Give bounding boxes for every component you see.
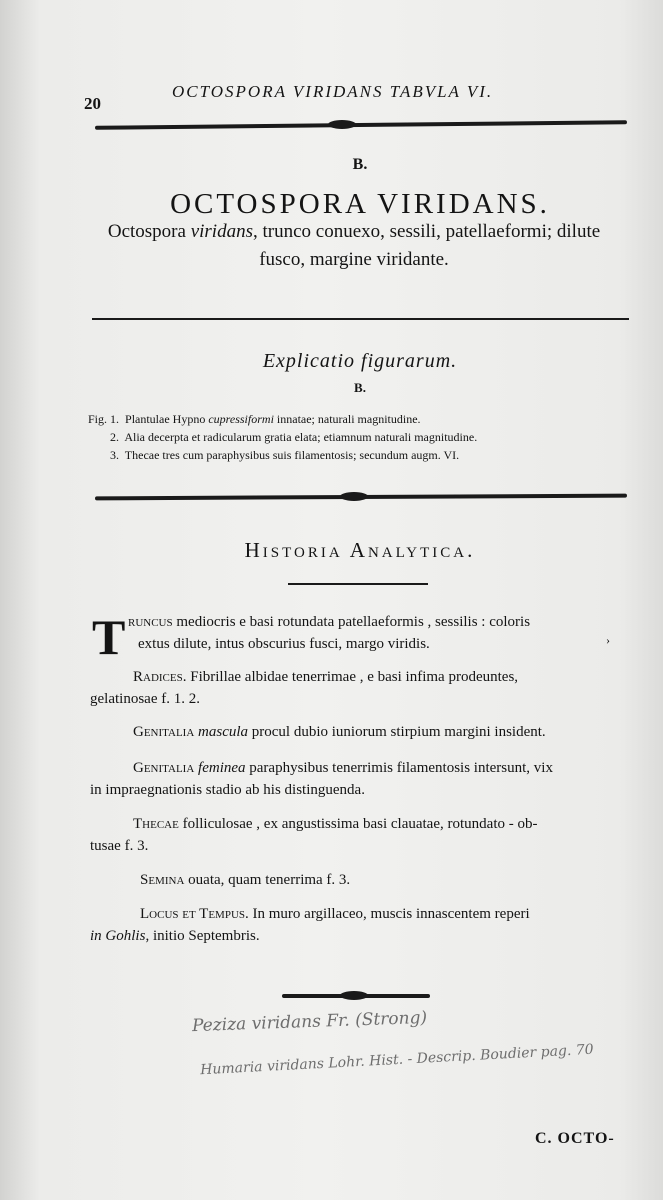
term-radices: Radices. [133,669,187,685]
figure-caption-1 [88,412,421,427]
place-name: in Gohlis [90,928,146,944]
figure-italic: cupressiformi [208,412,274,426]
paragraph-thecae-line1 [133,814,537,834]
explicatio-heading: Explicatio figurarum. [262,350,458,372]
paragraph-text: folliculosae , ex angustissima basi clauatae, rotundato - ob- [178,816,538,832]
paragraph-text: Fibrillae albidae tenerrimae , e basi infima prodeuntes, [186,669,519,685]
rule-ornament-icon [340,492,368,501]
term-genitalia: Genitalia [133,760,195,776]
page-number: 20 [84,94,101,113]
term-thecae: Thecae [133,816,179,832]
ornamental-rule-top [95,120,627,130]
catchword: C. OCTO- [535,1130,615,1147]
paragraph-text: In muro argillaceo, muscis innascentem reperi [248,906,530,922]
figure-label: 3. [110,448,119,462]
diagnosis-genus: Octospora [107,221,186,242]
rule-ornament-icon [328,120,356,129]
paragraph-locus-line2 [90,926,260,946]
figure-text-end: innatae; naturali magnitudine. [273,412,421,426]
paragraph-text: ouata, quam tenerrima f. 3. [184,872,351,888]
diagnosis-text: , trunco conuexo, sessili, patellaeformi; dilute fusco, margine viridante. [252,221,601,270]
paragraph-thecae-line2: tusae f. 3. [90,838,149,854]
figure-text: Plantulae Hypno [125,412,209,426]
handwritten-annotation-2: Humaria viridans Lohr. Hist. - Descrip. Boudier pag. 70 [199,1041,595,1079]
figure-label: Fig. 1. [88,412,120,426]
paragraph-truncus-line2: extus dilute, intus obscurius fusci, margo viridis. [138,636,430,652]
drop-capital: T [92,609,126,665]
figure-caption-2 [110,430,477,445]
species-diagnosis [84,218,624,274]
figure-label: 2. [110,430,119,444]
paragraph-semina [140,870,350,890]
term-truncus: runcus [128,614,173,630]
term-feminea: feminea [198,760,246,776]
running-head: OCTOSPORA VIRIDANS TABVLA VI. [172,82,494,101]
margin-mark: › [606,633,610,647]
term-mascula: mascula [198,724,249,740]
paragraph-text: paraphysibus tenerrimis filamentosis intersunt, vix [245,760,553,776]
paragraph-radices-line1 [133,667,518,687]
paragraph-text: , initio Septembris. [145,928,260,944]
handwritten-annotation-1: Peziza viridans Fr. (Strong) [191,1007,428,1037]
paragraph-text: mediocris e basi rotundata patellaeformis , sessilis : coloris [172,614,531,630]
paragraph-locus-line1 [140,904,530,924]
paragraph-text: procul dubio iuniorum stirpium margini insident. [248,724,546,740]
term-semina: Semina [140,872,185,888]
section-letter: B. [352,156,368,173]
historia-heading: Historia Analytica. [244,538,476,562]
figure-text: Thecae tres cum paraphysibus suis filamentosis; secundum augm. VI. [124,448,460,462]
species-title: OCTOSPORA VIRIDANS. [170,188,550,220]
paragraph-genitalia-mascula [133,722,546,742]
paragraph-radices-line2: gelatinosae f. 1. 2. [90,691,200,707]
explicatio-letter: B. [354,380,366,395]
paragraph-genitalia-feminea-line2: in impraegnationis stadio ab his distinguenda. [90,782,365,798]
rule-ornament-icon [340,991,368,1000]
figure-text: Alia decerpta et radicularum gratia elata; etiamnum naturali magnitudine. [124,430,478,444]
paragraph-truncus-line1 [128,612,530,632]
term-genitalia: Genitalia [133,724,195,740]
diagnosis-epithet: viridans [190,221,253,242]
figure-caption-3 [110,448,459,463]
divider-rule [92,318,629,320]
paragraph-genitalia-feminea-line1 [133,758,553,778]
term-locus-tempus: Locus et Tempus. [140,906,249,922]
short-rule [288,583,428,585]
